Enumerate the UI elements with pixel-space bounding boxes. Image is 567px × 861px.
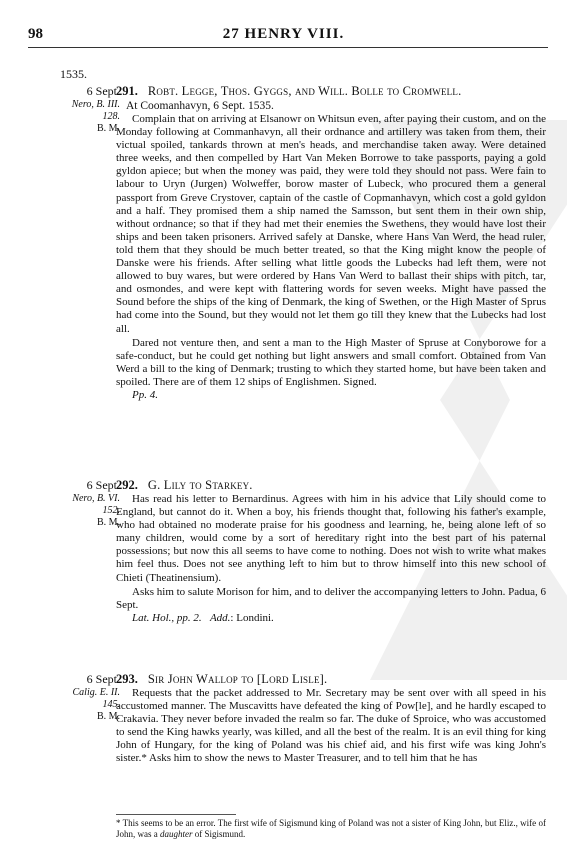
entry-note-add: Add.	[209, 611, 231, 624]
entry-heading	[116, 478, 546, 493]
entry-date: 6 Sept.	[86, 84, 120, 98]
entry-paragraph: Dared not venture then, and sent a man to the High Master of Spruse at Conyborowe for a safe-conduct, but he could get nothing but light answers and small comfort. Obtained from Van Werd a bill to the king of Denmark; trusting to which they started home, but have been taken and spoiled. There are of them 12 ships of Englishmen. Signed.	[116, 336, 546, 388]
entry-place-date: At Coomanhavyn, 6 Sept. 1535.	[126, 100, 274, 112]
entry-note-lang: Lat. Hol., pp. 2.	[132, 611, 202, 624]
entry-number: 291.	[116, 84, 138, 98]
entry-body	[116, 672, 546, 766]
entry-paragraph: Asks him to salute Morison for him, and to deliver the accompanying letters to John. Padua, 6 Sept.	[116, 585, 546, 611]
footnote-rule	[116, 814, 236, 815]
entry-note: Pp. 4.	[132, 388, 158, 401]
footnote	[116, 818, 546, 840]
entry-number: 293.	[116, 672, 138, 686]
entry-ref-line: Nero, B. III.	[71, 99, 120, 110]
entry-heading	[116, 672, 546, 687]
year-label: 1535.	[60, 67, 87, 81]
entry-ref-line: 152.	[102, 505, 120, 516]
entry-date: 6 Sept.	[86, 672, 120, 686]
running-title: 27 HENRY VIII.	[222, 26, 345, 42]
entry-repository: B. M.	[96, 711, 120, 722]
entry-paragraph: Requests that the packet addressed to Mr. Secretary may be sent over with all speed in his accustomed manner. The Muscavitts have defeated the king of Pow[le], and he hardly escaped to Crakavia. They never before invaded the realm so far. The duke of Sproice, who was accustomed to send the King hawks yearly, was killed, and all the best of the realm. It is an evil thing for king John of Hungary, for the king of Poland was his chief aid, and his first wife was king John's sister.* Asks him to show the news to Master Treasurer, and to tell him that he has	[116, 687, 546, 765]
footnote-text-end: of Sigismund.	[194, 829, 246, 839]
entry-body	[116, 478, 546, 625]
footnote-emphasis: daughter	[160, 829, 193, 839]
entry-title: G. Lily to Starkey.	[147, 478, 253, 492]
entry-heading	[116, 84, 546, 99]
entry-repository: B. M.	[96, 123, 120, 134]
entry-margin	[20, 672, 120, 723]
entry-ref-line: Nero, B. VI.	[72, 493, 120, 504]
entry-note-address: : Londini.	[230, 611, 274, 624]
entry-body	[116, 84, 546, 402]
header-rule	[28, 47, 548, 48]
entry-margin	[20, 84, 120, 135]
entry-note	[132, 612, 546, 625]
entry-title: Sir John Wallop to [Lord Lisle].	[147, 672, 328, 686]
entry-title: Robt. Legge, Thos. Gyggs, and Will. Bolle to Cromwell.	[147, 84, 462, 98]
entry-paragraph: Has read his letter to Bernardinus. Agrees with him in his advice that Lily should come to England, but cannot do it. When a boy, his friends thought that, following his father's example, who had obtained no moderate praise for his goodness and learning, he, being alone left of so many children, would come by a sort of hereditary right into the best part of his paternal possessions; but now this all seems to have come to nothing. Does not wish to write what makes him feel thus. Does not see anything left to him but to throw himself into this new school of Chieti (Theatinensium).	[116, 493, 546, 584]
entry-repository: B. M.	[96, 517, 120, 528]
entry-ref-line: 145.	[102, 699, 120, 710]
entry-paragraph: Complain that on arriving at Elsanowr on Whitsun even, after paying their custom, and on the Monday following at Commanhavyn, all their ordnance and artillery was taken from them, their victual spoiled, tankards thrown at men's heads, and merchandise taken away. Were detained three weeks, and then compelled by Hart Van Meken Borrowe to take passports, paying a gold gyldon apiece; but when the money was paid, they were told they should not pass. Were fain to labour to Uryn (Jurgen) Wolweffer, borow master of Lubeck, who procured them a general passport from Greve Crystover, captain of the castle of Copmanhavyn, which cost a gold gyldon and a half. They promised them a ship named the Samsson, but sent them in their own ship, without ordnance; so that if they had met their enemies the Swethens, they would have lost their ships and been taken prisoners. Arrived safely at Danske, where Hans Van Werd, the head ruler, told them that they should be much better treated, so that the King might know the people of Danske were his friends. After selling what little goods the Lubecks had left them, were not allowed to buy wares, but were ordered by Hans Van Werd to ballast their ships with pitch, tar, and osmondes, and were kept with flattering words for seven weeks. Might have passed the Sound before the ships of the king of Denmark, the king of Swethen, or the High Master of Sprus had come into the Sound, but they would not let them go till they knew that the Lubecks had lost all.	[116, 113, 546, 335]
page-number: 98	[28, 26, 43, 42]
entry-margin	[20, 478, 120, 529]
entry-date: 6 Sept.	[86, 478, 120, 492]
footnote-text: * This seems to be an error. The first wife of Sigismund king of Poland was not a sister of King John, but Eliz., wife of John, was a	[116, 818, 546, 839]
entry-ref-line: 128.	[102, 111, 120, 122]
entry-number: 292.	[116, 478, 138, 492]
entry-ref-line: Calig. E. II.	[72, 687, 120, 698]
